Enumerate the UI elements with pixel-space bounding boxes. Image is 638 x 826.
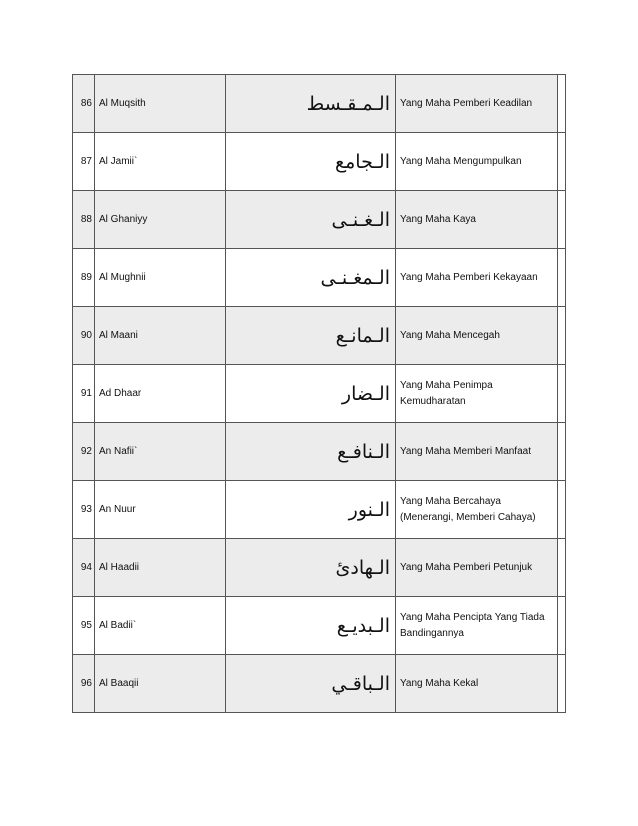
table-edge-cell [558,423,566,481]
name-meaning: Yang Maha Pencipta Yang Tiada Bandingannya [396,597,558,655]
name-meaning: Yang Maha Kaya [396,191,558,249]
row-number: 88 [73,191,95,249]
table-edge-cell [558,249,566,307]
name-arabic: الـمانـع [226,307,396,365]
table-edge-cell [558,191,566,249]
table-edge-cell [558,365,566,423]
row-number: 92 [73,423,95,481]
name-meaning: Yang Maha Pemberi Kekayaan [396,249,558,307]
name-transliteration: An Nuur [95,481,226,539]
name-meaning: Yang Maha Kekal [396,655,558,713]
asmaul-husna-table [72,74,566,713]
table-row [73,75,566,133]
name-arabic: الـباقـي [226,655,396,713]
name-meaning: Yang Maha Bercahaya (Menerangi, Memberi Cahaya) [396,481,558,539]
table-edge-cell [558,133,566,191]
table-edge-cell [558,655,566,713]
row-number: 89 [73,249,95,307]
name-meaning: Yang Maha Pemberi Keadilan [396,75,558,133]
name-transliteration: Al Muqsith [95,75,226,133]
name-transliteration: Al Maani [95,307,226,365]
row-number: 96 [73,655,95,713]
name-arabic: الـنافـع [226,423,396,481]
table-body [73,75,566,713]
name-arabic: الـنور [226,481,396,539]
row-number: 86 [73,75,95,133]
name-arabic: الـجامع [226,133,396,191]
table-row [73,249,566,307]
table-edge-cell [558,481,566,539]
table-row [73,539,566,597]
name-transliteration: Ad Dhaar [95,365,226,423]
row-number: 87 [73,133,95,191]
name-meaning: Yang Maha Penimpa Kemudharatan [396,365,558,423]
name-transliteration: Al Ghaniyy [95,191,226,249]
name-transliteration: Al Baaqii [95,655,226,713]
name-arabic: الـضار [226,365,396,423]
name-meaning: Yang Maha Memberi Manfaat [396,423,558,481]
name-transliteration: Al Jamii` [95,133,226,191]
name-transliteration: An Nafii` [95,423,226,481]
table-row [73,597,566,655]
row-number: 91 [73,365,95,423]
name-arabic: الـمـقـسط [226,75,396,133]
name-meaning: Yang Maha Pemberi Petunjuk [396,539,558,597]
row-number: 93 [73,481,95,539]
table-row [73,365,566,423]
table-edge-cell [558,597,566,655]
name-meaning: Yang Maha Mengumpulkan [396,133,558,191]
table-row [73,191,566,249]
row-number: 90 [73,307,95,365]
table-edge-cell [558,539,566,597]
table-edge-cell [558,75,566,133]
table-edge-cell [558,307,566,365]
name-arabic: الـهادئ [226,539,396,597]
table-row [73,133,566,191]
name-arabic: الـمغـنـى [226,249,396,307]
name-transliteration: Al Mughnii [95,249,226,307]
name-meaning: Yang Maha Mencegah [396,307,558,365]
name-arabic: الـغـنـى [226,191,396,249]
table-row [73,423,566,481]
name-transliteration: Al Haadii [95,539,226,597]
table-row [73,307,566,365]
table-row [73,655,566,713]
name-transliteration: Al Badii` [95,597,226,655]
name-arabic: الـبديـع [226,597,396,655]
row-number: 94 [73,539,95,597]
row-number: 95 [73,597,95,655]
table-row [73,481,566,539]
